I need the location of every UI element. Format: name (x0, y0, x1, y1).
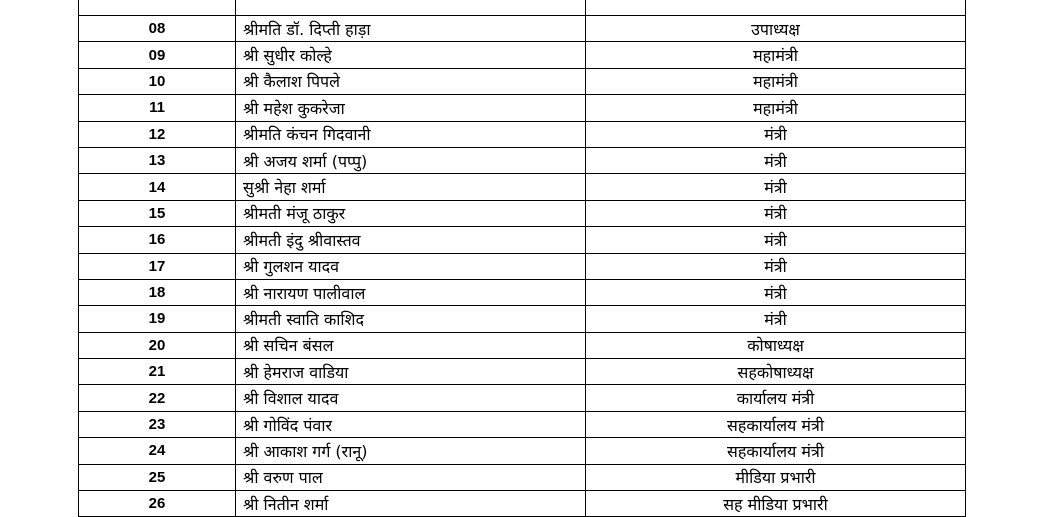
member-name: सुश्री नेहा शर्मा (236, 174, 586, 200)
member-post: महामंत्री (586, 68, 966, 94)
table-row (79, 306, 966, 332)
serial-number: 25 (79, 464, 236, 490)
serial-number: 11 (79, 95, 236, 121)
serial-number: 17 (79, 253, 236, 279)
serial-number: 09 (79, 42, 236, 68)
member-post: मंत्री (586, 227, 966, 253)
member-name: श्रीमति कंचन गिदवानी (236, 121, 586, 147)
serial-number: 20 (79, 332, 236, 358)
member-post: मंत्री (586, 279, 966, 305)
member-name: श्री सुधीर कोल्हे (236, 42, 586, 68)
member-name: श्रीमती मंजू ठाकुर (236, 200, 586, 226)
table-row (79, 95, 966, 121)
member-name: श्री नारायण पालीवाल (236, 279, 586, 305)
serial-number: 19 (79, 306, 236, 332)
table-row (79, 68, 966, 94)
member-post: मंत्री (586, 174, 966, 200)
table-row-partial-top (79, 0, 966, 16)
table-row (79, 332, 966, 358)
member-name: श्रीमती इंदु श्रीवास्तव (236, 227, 586, 253)
member-post: सह मीडिया प्रभारी (586, 491, 966, 517)
member-name: श्री सचिन बंसल (236, 332, 586, 358)
table-row (79, 42, 966, 68)
member-name: श्री अजय शर्मा (पप्पु) (236, 147, 586, 173)
table-row (79, 385, 966, 411)
table-row (79, 227, 966, 253)
serial-number: 08 (79, 16, 236, 42)
member-name: श्री कैलाश पिपले (236, 68, 586, 94)
serial-number: 10 (79, 68, 236, 94)
serial-number: 22 (79, 385, 236, 411)
table-body (79, 0, 966, 517)
member-name: श्री गुलशन यादव (236, 253, 586, 279)
member-name: श्री वरुण पाल (236, 464, 586, 490)
member-post: मीडिया प्रभारी (586, 464, 966, 490)
member-post: सहकार्यालय मंत्री (586, 438, 966, 464)
serial-number: 23 (79, 411, 236, 437)
member-name: श्री हेमराज वाडिया (236, 359, 586, 385)
serial-number: 18 (79, 279, 236, 305)
member-post: कोषाध्यक्ष (586, 332, 966, 358)
table-row (79, 279, 966, 305)
table-row (79, 438, 966, 464)
table-row (79, 16, 966, 42)
member-post: सहकोषाध्यक्ष (586, 359, 966, 385)
table-row (79, 121, 966, 147)
serial-number: 26 (79, 491, 236, 517)
member-name: श्री गोविंद पंवार (236, 411, 586, 437)
member-post: मंत्री (586, 200, 966, 226)
member-name: श्रीमति डॉ. दिप्ती हाड़ा (236, 16, 586, 42)
cell-empty (586, 0, 966, 16)
member-post: मंत्री (586, 306, 966, 332)
serial-number: 16 (79, 227, 236, 253)
member-name: श्री विशाल यादव (236, 385, 586, 411)
serial-number: 15 (79, 200, 236, 226)
member-name: श्री आकाश गर्ग (रानू) (236, 438, 586, 464)
serial-number: 12 (79, 121, 236, 147)
serial-number: 14 (79, 174, 236, 200)
serial-number: 21 (79, 359, 236, 385)
member-post: मंत्री (586, 253, 966, 279)
office-bearers-table (78, 0, 966, 517)
member-name: श्री महेश कुकरेजा (236, 95, 586, 121)
member-post: उपाध्यक्ष (586, 16, 966, 42)
member-post: महामंत्री (586, 42, 966, 68)
table-row (79, 147, 966, 173)
serial-number: 13 (79, 147, 236, 173)
cell-empty (79, 0, 236, 16)
member-name: श्री नितीन शर्मा (236, 491, 586, 517)
table-row (79, 359, 966, 385)
table-row (79, 253, 966, 279)
table-row (79, 464, 966, 490)
member-post: कार्यालय मंत्री (586, 385, 966, 411)
member-post: मंत्री (586, 147, 966, 173)
table-row (79, 200, 966, 226)
table-row (79, 411, 966, 437)
member-post: मंत्री (586, 121, 966, 147)
member-name: श्रीमती स्वाति काशिद (236, 306, 586, 332)
serial-number: 24 (79, 438, 236, 464)
table-row (79, 491, 966, 517)
cell-empty (236, 0, 586, 16)
member-post: महामंत्री (586, 95, 966, 121)
member-post: सहकार्यालय मंत्री (586, 411, 966, 437)
table-row (79, 174, 966, 200)
